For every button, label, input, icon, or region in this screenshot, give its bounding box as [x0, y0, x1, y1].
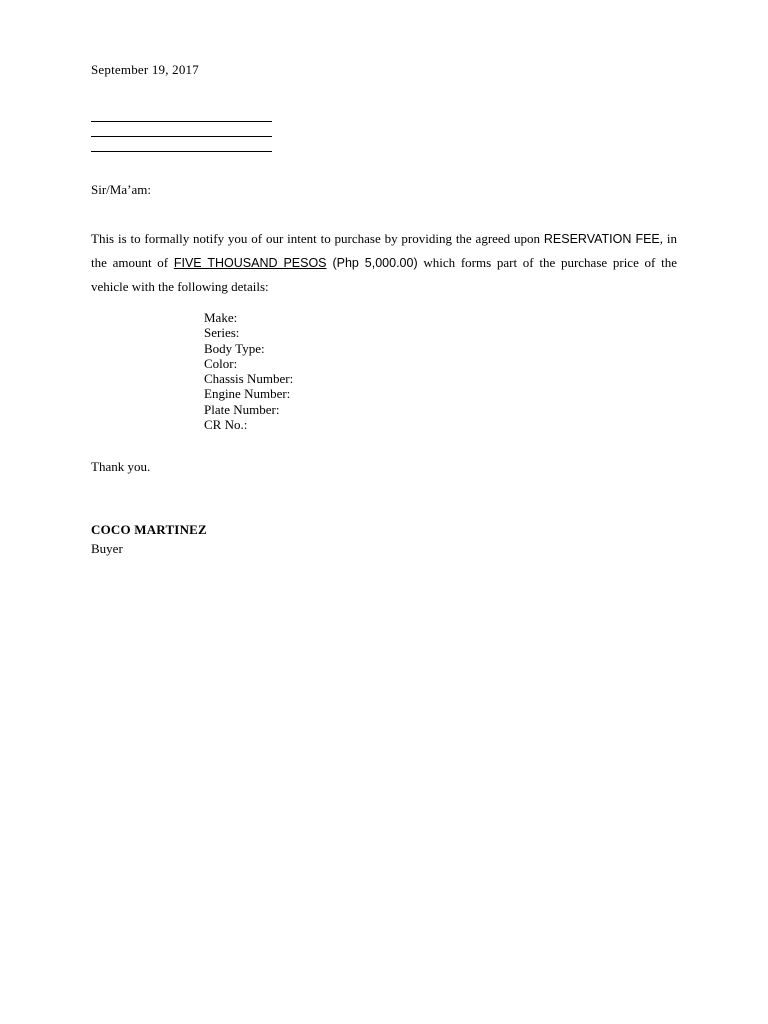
vehicle-details-list [204, 310, 293, 432]
signatory-name: COCO MARTINEZ [91, 522, 207, 537]
detail-plate-number: Plate Number: [204, 401, 280, 417]
recipient-address-block [91, 113, 272, 152]
body-text-intro: This is to formally notify you of our intent to purchase by providing the agreed upon [91, 231, 544, 246]
detail-engine-number: Engine Number: [204, 386, 291, 402]
recipient-blank-line [91, 137, 272, 152]
amount-in-figures: (Php 5,000.00) [326, 256, 418, 270]
detail-chassis-number: Chassis Number: [204, 371, 294, 387]
signatory-title: Buyer [91, 541, 123, 556]
closing-line: Thank you. [91, 459, 151, 474]
detail-body-type: Body Type: [204, 340, 265, 356]
body-text-closing: which forms part of the purchase price of the vehicle with the following details: [91, 255, 677, 294]
detail-make: Make: [204, 310, 238, 325]
detail-series: Series: [204, 325, 240, 341]
amount-in-words: FIVE THOUSAND PESOS [173, 256, 327, 270]
recipient-blank-line [91, 113, 272, 122]
detail-cr-number: CR No.: [204, 417, 248, 433]
letter-date: September 19, 2017 [91, 62, 199, 77]
reservation-fee-label: RESERVATION FEE [543, 232, 660, 246]
body-paragraph [91, 227, 677, 298]
salutation: Sir/Ma’am: [91, 182, 151, 197]
detail-color: Color: [204, 355, 238, 371]
body-text-amount-lead: , in the amount of [91, 231, 677, 270]
recipient-blank-line [91, 122, 272, 137]
